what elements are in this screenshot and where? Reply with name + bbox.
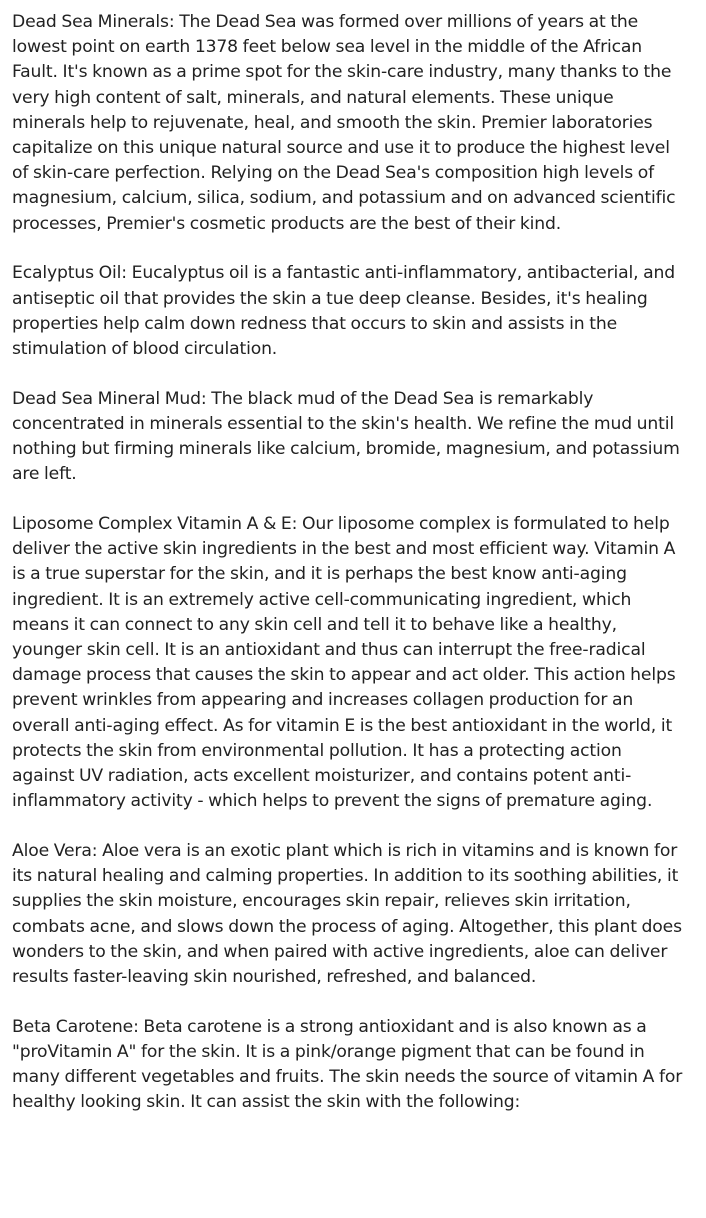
paragraph-eucalyptus-oil: Ecalyptus Oil: Eucalyptus oil is a fantastic anti-inflammatory, antibacterial, and antiseptic oil that provides the skin a tue deep cleanse. Besides, it's healing properties help calm down redness that occurs to skin and assists in the stimulation of blood circulation.: [12, 263, 676, 359]
paragraph-dead-sea-minerals: Dead Sea Minerals: The Dead Sea was formed over millions of years at the lowest point on earth 1378 feet below sea level in the middle of the African Fault. It's known as a prime spot for the skin-care industry, many thanks to the very high content of salt, minerals, and natural elements. These unique minerals help to rejuvenate, heal, and smooth the skin. Premier laboratories capitalize on this unique natural source and use it to produce the highest level of skin-care perfection. Relying on the Dead Sea's composition high levels of magnesium, calcium, silica, sodium, and potassium and on advanced scientific processes, Premier's cosmetic products are the best of their kind.: [12, 12, 676, 234]
paragraph-liposome-complex: Liposome Complex Vitamin A & E: Our liposome complex is formulated to help deliver the active skin ingredients in the best and most efficient way. Vitamin A is a true superstar for the skin, and it is perhaps the best know anti-aging ingredient. It is an extremely active cell-communicating ingredient, which means it can connect to any skin cell and tell it to behave like a healthy, younger skin cell. It is an antioxidant and thus can interrupt the free-radical damage process that causes the skin to appear and act older. This action helps prevent wrinkles from appearing and increases collagen production for an overall anti-aging effect. As for vitamin E is the best antioxidant in the world, it protects the skin from environmental pollution. It has a protecting action against UV radiation, acts excellent moisturizer, and contains potent anti-inflammatory activity - which helps to prevent the signs of premature aging.: [12, 513, 676, 812]
paragraph-beta-carotene: Beta Carotene: Beta carotene is a strong antioxidant and is also known as a "proVitamin A" for the skin. It is a pink/orange pigment that can be found in many different vegetables and fruits. The skin needs the source of vitamin A for healthy looking skin. It can assist the skin with the following:: [12, 1016, 683, 1113]
paragraph-aloe-vera: Aloe Vera: Aloe vera is an exotic plant which is rich in vitamins and is known for its natural healing and calming properties. In addition to its soothing abilities, it supplies the skin moisture, encourages skin repair, relieves skin irritation, combats acne, and slows down the process of aging. Altogether, this plant does wonders to the skin, and when paired with active ingredients, aloe can deliver results faster-leaving skin nourished, refreshed, and balanced.: [12, 840, 682, 987]
paragraph-dead-sea-mineral-mud: Dead Sea Mineral Mud: The black mud of the Dead Sea is remarkably concentrated in minerals essential to the skin's health. We refine the mud until nothing but firming minerals like calcium, bromide, magnesium, and potassium are left.: [12, 388, 680, 485]
